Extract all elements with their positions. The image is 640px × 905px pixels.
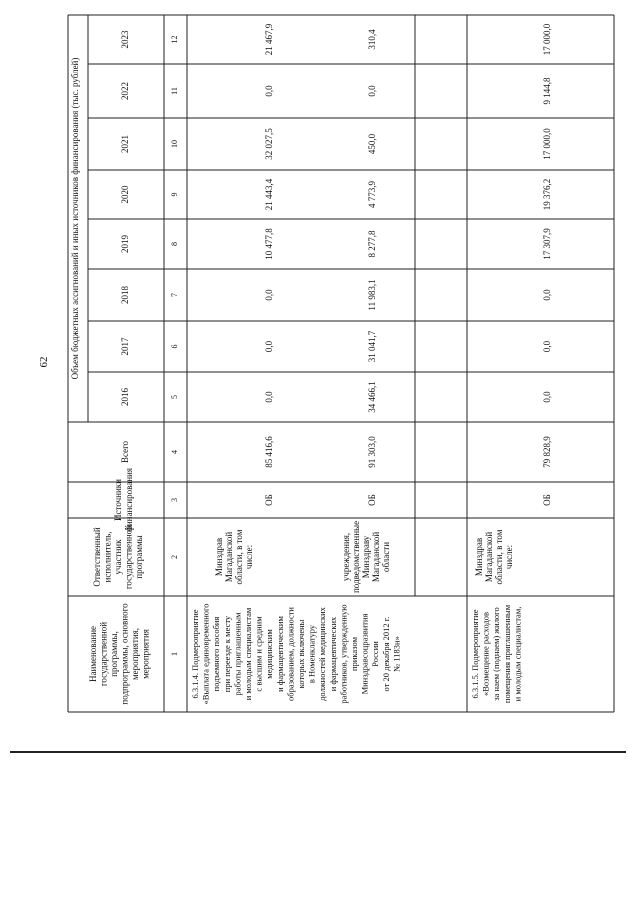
- executor-text-2-line: области: [381, 541, 391, 573]
- row1-name-line: должностей медицинских: [317, 607, 328, 701]
- year-value-2019: 17 307,9: [542, 228, 552, 260]
- year-value-2016: 0,0: [264, 391, 274, 403]
- total-value: 79 828,9: [542, 436, 552, 468]
- executor-header-line: исполнитель,: [102, 531, 113, 583]
- row2-name-line: «Возмещение расходов: [480, 611, 491, 697]
- row1-name-line: России: [370, 641, 381, 667]
- column-number-5: 5: [170, 395, 179, 399]
- year-value-2018: 0,0: [264, 289, 274, 301]
- year-value-2017: 31 041,7: [367, 330, 377, 363]
- year-value-2016: 0,0: [542, 391, 552, 403]
- executor-text-1-line: Магаданской: [224, 531, 234, 583]
- year-value-2022: 9 144,8: [542, 77, 552, 105]
- year-value-2020: 19 376,2: [542, 178, 552, 211]
- row1-name-line: образованием, должности: [285, 607, 296, 701]
- year-value-2018: 11 983,1: [367, 279, 377, 311]
- executor-text-3-line: Магаданской: [484, 531, 494, 583]
- executor-text-3-line: области, в том: [494, 529, 504, 585]
- column-number-12: 12: [170, 35, 179, 44]
- year-value-2020: 4 773,9: [367, 181, 377, 208]
- column-number-1: 1: [170, 652, 179, 656]
- executor-header-line: Ответственный: [92, 527, 102, 587]
- row1-name-line: «Выплата единовременного: [200, 603, 211, 705]
- budget-table: [68, 15, 614, 712]
- year-value-2019: 10 477,8: [264, 228, 274, 260]
- year-header-2018: 2018: [120, 286, 130, 304]
- year-value-2021: 450,0: [367, 133, 377, 155]
- executor-text-1-line: числе:: [244, 544, 254, 570]
- column-number-4: 4: [170, 450, 179, 454]
- row1-name-line: и фармацевтическим: [274, 616, 285, 692]
- row2-name-line: помещения приглашенным: [501, 604, 512, 704]
- column-number-11: 11: [170, 87, 179, 95]
- name-header-line: программы,: [109, 631, 119, 677]
- executor-text-1-line: Минздрав: [214, 537, 224, 577]
- row1-name-line: 6.3.1.4. Подмероприятие: [190, 609, 200, 699]
- row1-name-line: работы приглашенным: [232, 612, 243, 696]
- year-header-2020: 2020: [120, 185, 130, 204]
- year-header-2017: 2017: [120, 337, 130, 356]
- column-number-8: 8: [170, 242, 179, 246]
- name-header-line: подпрограммы, основного: [119, 603, 130, 705]
- row1-name-line: которых включены: [296, 619, 306, 689]
- row2-name-line: 6.3.1.5. Подмероприятие: [470, 609, 480, 699]
- column-number-10: 10: [170, 140, 179, 148]
- total-value: 85 416,6: [264, 436, 274, 468]
- year-header-2023: 2023: [120, 30, 130, 49]
- row2-name-line: за наем (поднаем) жилого: [491, 607, 502, 701]
- column-number-9: 9: [170, 192, 179, 197]
- source-value: ОБ: [367, 494, 377, 506]
- name-header-line: мероприятия: [140, 629, 151, 679]
- name-header-line: государственной: [98, 621, 109, 687]
- year-value-2023: 310,4: [367, 29, 377, 50]
- name-header-line: Наименование: [88, 625, 98, 683]
- source-header-line: финансирования: [124, 468, 134, 532]
- source-value: ОБ: [542, 494, 552, 506]
- column-number-6: 6: [170, 344, 179, 349]
- year-value-2017: 0,0: [542, 340, 552, 353]
- row1-name-line: приказом: [349, 637, 359, 671]
- row1-name-line: № 1183н»: [391, 636, 402, 672]
- executor-text-3-line: числе:: [504, 544, 514, 570]
- total-value: 91 303,0: [367, 436, 377, 468]
- column-number-3: 3: [170, 498, 179, 502]
- executor-text-2-line: Минздраву: [361, 535, 371, 579]
- source-header-line: Источники: [113, 479, 123, 521]
- row1-name-line: при переезде к месту: [221, 615, 232, 693]
- year-value-2022: 0,0: [367, 85, 377, 97]
- page-number: 62: [38, 356, 50, 368]
- executor-header-line: программы: [134, 535, 144, 579]
- year-value-2016: 34 466,1: [367, 381, 377, 413]
- executor-header-line: государственной: [123, 524, 134, 590]
- row1-name-line: от 20 декабря 2012 г.: [380, 616, 391, 692]
- row2-name-line: и молодым специалистам,: [512, 606, 523, 702]
- executor-text-1-line: области, в том: [234, 529, 244, 585]
- year-value-2018: 0,0: [542, 289, 552, 301]
- total-header: Всего: [120, 440, 130, 464]
- year-value-2023: 21 467,9: [264, 23, 274, 56]
- row1-name-line: в Номенклатуру: [306, 624, 317, 684]
- source-value: ОБ: [264, 494, 274, 506]
- year-value-2020: 21 443,4: [264, 178, 274, 211]
- year-value-2022: 0,0: [264, 85, 274, 97]
- year-header-2019: 2019: [120, 235, 130, 253]
- row1-name-line: работников, утвержденную: [338, 604, 349, 704]
- row1-name-line: Минздравсоцразвития: [359, 613, 370, 695]
- column-number-7: 7: [170, 293, 179, 297]
- name-header-line: мероприятия,: [130, 627, 140, 681]
- row1-name-line: с высшим и средним: [253, 616, 264, 692]
- row1-name-line: и молодым специалистам: [243, 607, 253, 701]
- year-header-2022: 2022: [120, 82, 130, 100]
- year-value-2021: 32 027,5: [264, 128, 274, 160]
- row1-name-line: медицинским: [264, 629, 275, 679]
- executor-text-3-line: Минздрав: [474, 537, 484, 577]
- executor-header-line: участник: [113, 539, 123, 575]
- funding-group-title: Объем бюджетных ассигнований и иных источников финансирования (тыс. рублей): [70, 57, 80, 380]
- year-value-2017: 0,0: [264, 340, 274, 353]
- executor-text-2-line: Магаданской: [371, 531, 381, 583]
- executor-text-2-line: подведомственные: [351, 520, 361, 594]
- year-header-2021: 2021: [120, 135, 130, 153]
- year-value-2019: 8 277,8: [367, 230, 377, 258]
- year-value-2023: 17 000,0: [542, 23, 552, 56]
- row1-name-line: подъемного пособия: [211, 616, 222, 692]
- year-value-2021: 17 000,0: [542, 128, 552, 160]
- row1-name-line: и фармацевтических: [327, 616, 338, 692]
- executor-text-2-line: учреждения,: [341, 532, 351, 582]
- year-header-2016: 2016: [120, 388, 130, 406]
- column-number-2: 2: [170, 555, 179, 559]
